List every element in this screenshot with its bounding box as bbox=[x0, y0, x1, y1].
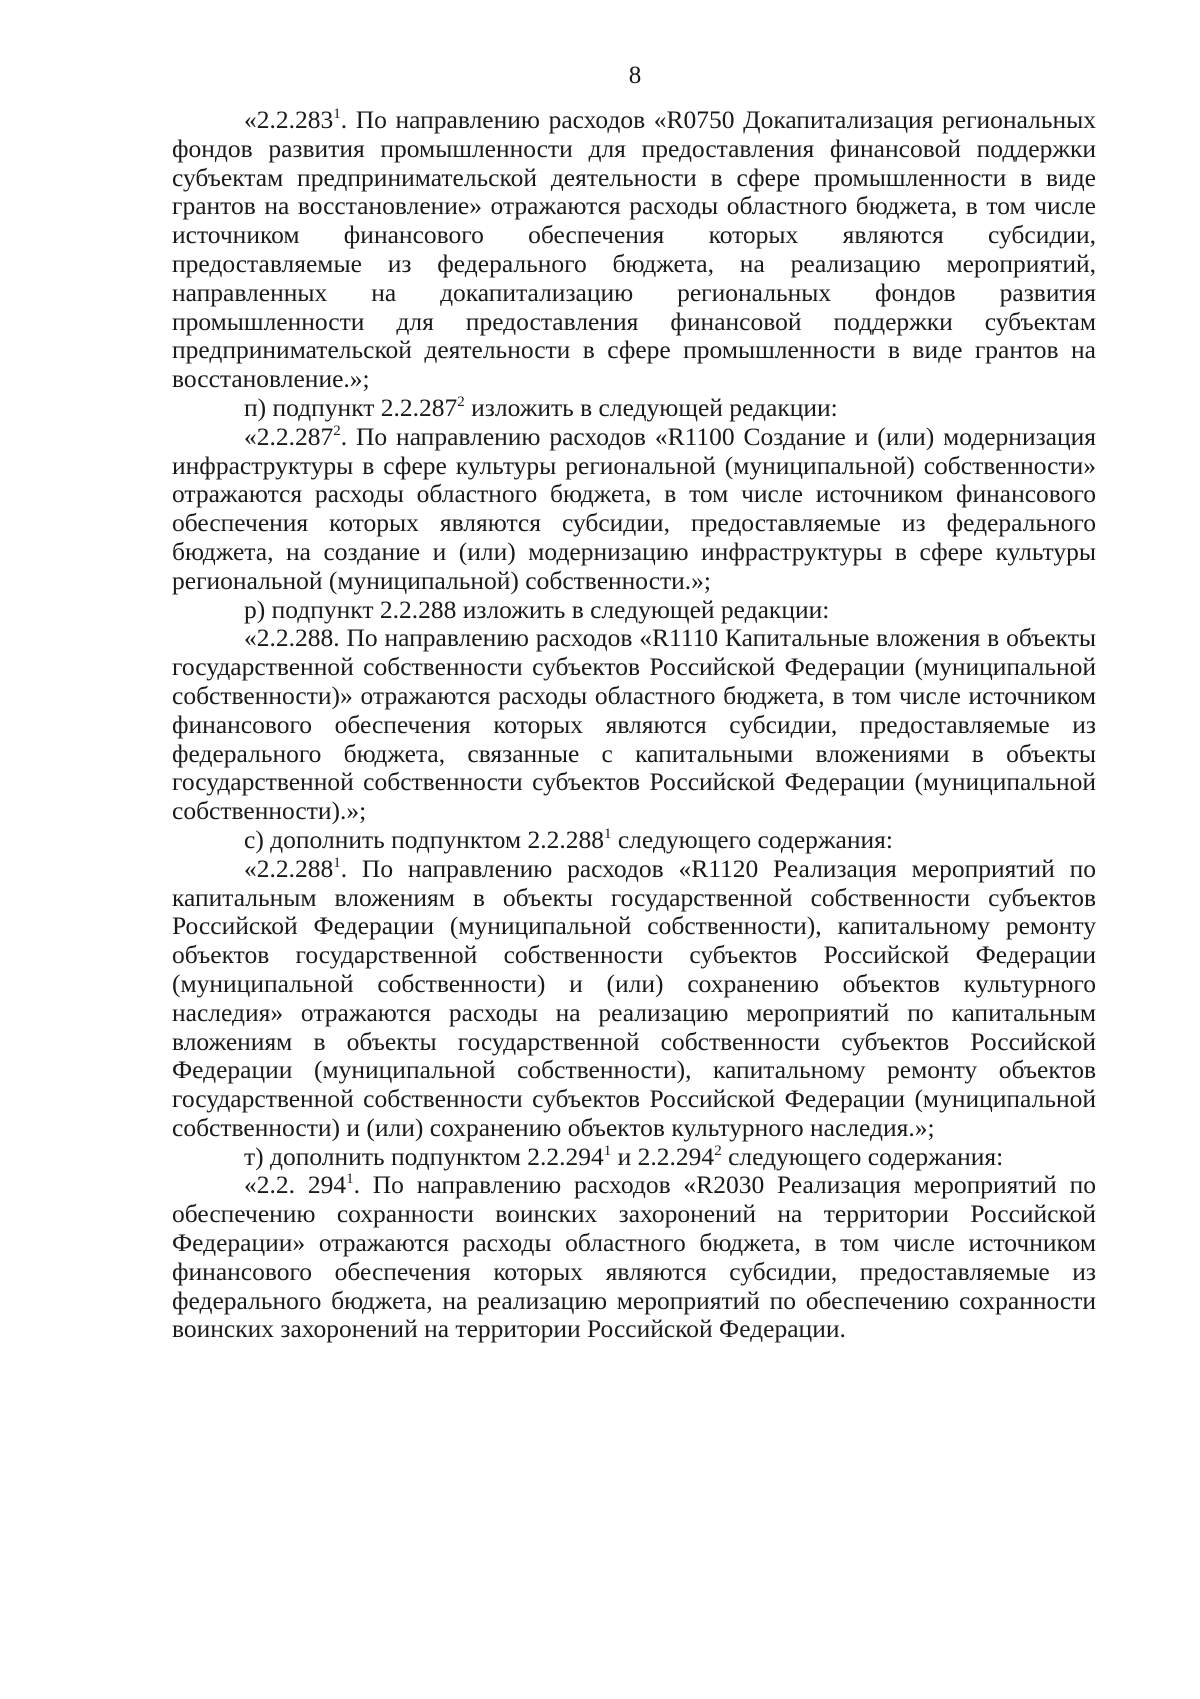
paragraph-text: «2.2.287 bbox=[244, 421, 334, 451]
paragraph-text: изложить в следующей редакции: bbox=[464, 392, 838, 422]
paragraph-text: . По направлению расходов «R0750 Докапитализация региональных фондов развития промышленности для предоставления финансовой поддержки субъектам предпринимательской деятельности в сфере промышленности в виде грантов на восстановление» отражаются расходы областного бюджета, в том числе источником финансового обеспечения которых являются субсидии, предоставляемые из федерального бюджета, на реализацию мероприятий, направленных на докапитализацию региональных фондов развития промышленности для предоставления финансовой поддержки субъектам предпринимательской деятельности в сфере промышленности в виде грантов на восстановление.»; bbox=[172, 105, 1096, 394]
paragraph-text: следующего содержания: bbox=[721, 1141, 1004, 1171]
paragraph bbox=[172, 826, 1096, 855]
superscript: 1 bbox=[333, 106, 341, 122]
paragraph bbox=[172, 624, 1096, 826]
paragraph bbox=[172, 1143, 1096, 1172]
paragraph-text: и 2.2.294 bbox=[611, 1141, 715, 1171]
paragraph bbox=[172, 106, 1096, 394]
paragraph-text: «2.2.283 bbox=[244, 105, 334, 134]
superscript: 1 bbox=[333, 854, 341, 871]
superscript: 2 bbox=[333, 422, 341, 439]
paragraph bbox=[172, 423, 1096, 596]
superscript: 2 bbox=[457, 393, 465, 410]
paragraph-text: р) подпункт 2.2.288 изложить в следующей редакции: bbox=[244, 594, 830, 624]
page-number: 8 bbox=[628, 62, 642, 89]
paragraph-text: . По направлению расходов «R1100 Создание и (или) модернизация инфраструктуры в сфере культуры региональной (муниципальной) собственности» отражаются расходы областного бюджета, в том числе источником финансового обеспечения которых являются субсидии, предоставляемые из федерального бюджета, на создание и (или) модернизацию инфраструктуры в сфере культуры региональной (муниципальной) собственности.»; bbox=[172, 421, 1096, 595]
superscript: 1 bbox=[603, 825, 612, 842]
paragraph-text: . По направлению расходов «R2030 Реализация мероприятий по обеспечению сохранности воинских захоронений на территории Российской Федерации» отражаются расходы областного бюджета, в том числе источником финансового обеспечения которых являются субсидии, предоставляемые из федерального бюджета, на реализацию мероприятий по обеспечению сохранности воинских захоронений на территории Российской Федерации. bbox=[172, 1170, 1097, 1344]
paragraph-text: п) подпункт 2.2.287 bbox=[244, 392, 458, 422]
paragraph bbox=[172, 855, 1096, 1143]
superscript: 1 bbox=[346, 1171, 354, 1188]
paragraph-text: . По направлению расходов «R1120 Реализация мероприятий по капитальным вложениям в объекты государственной собственности субъектов Российской Федерации (муниципальной собственности), капитальному ремонту объектов государственной собственности субъектов Российской Федерации (муниципальной собственности) и (или) сохранению объектов культурного наследия» отражаются расходы на реализацию мероприятий по капитальным вложениям в объекты государственной собственности субъектов Российской Федерации (муниципальной собственности), капитальному ремонту объектов государственной собственности субъектов Российской Федерации (муниципальной собственности) и (или) сохранению объектов культурного наследия.»; bbox=[172, 853, 1096, 1142]
paragraph-text: «2.2.288 bbox=[244, 853, 334, 883]
paragraph-text: с) дополнить подпунктом 2.2.288 bbox=[244, 824, 604, 854]
superscript: 1 bbox=[603, 1142, 612, 1159]
paragraph bbox=[172, 394, 1096, 423]
superscript: 2 bbox=[714, 1142, 722, 1159]
paragraph bbox=[172, 596, 1096, 625]
paragraph bbox=[172, 1171, 1096, 1344]
paragraph-text: «2.2.288. По направлению расходов «R1110 Капитальные вложения в объекты государственной собственности субъектов Российской Федерации (муниципальной собственности)» отражаются расходы областного бюджета, в том числе источником финансового обеспечения которых являются субсидии, предоставляемые из федерального бюджета, связанные с капитальными вложениями в объекты государственной собственности субъектов Российской Федерации (муниципальной собственности).»; bbox=[172, 623, 1096, 826]
paragraph-text: «2.2. 294 bbox=[244, 1170, 347, 1200]
paragraph-text: т) дополнить подпунктом 2.2.294 bbox=[244, 1141, 604, 1171]
paragraph-text: следующего содержания: bbox=[611, 824, 893, 854]
document-body bbox=[172, 106, 1096, 1344]
